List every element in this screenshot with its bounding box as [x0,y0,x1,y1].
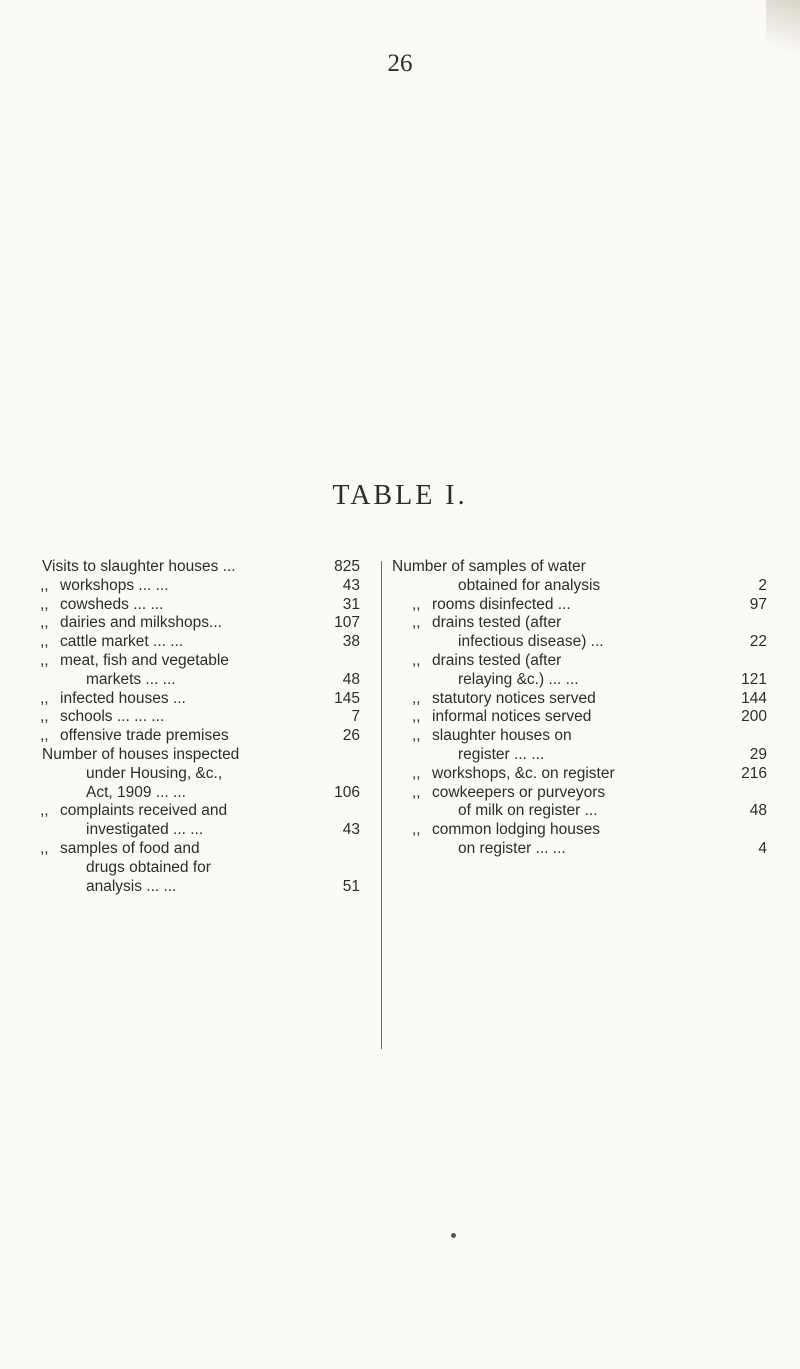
row-label [458,802,598,821]
left-table-row [42,840,370,859]
row-label [86,784,186,803]
ditto-mark: ,, [40,633,49,651]
row-label-text: on register ... ... [458,839,566,857]
row-value: 29 [749,745,767,763]
ditto-mark: ,, [412,708,421,726]
row-label-text: complaints received and [60,802,228,820]
row-label-text: obtained for analysis [458,576,601,594]
row-label-text: schools ... ... ... [60,708,165,726]
left-table-row [42,746,370,765]
row-label-text: under Housing, &c., [86,764,223,782]
left-table-row [42,596,370,615]
right-table-row [392,708,767,727]
row-label [86,671,176,690]
ditto-mark: ,, [40,576,49,594]
row-label-text: cowkeepers or purveyors [432,783,606,801]
row-label [86,859,211,878]
right-table-row [392,746,767,765]
ink-dot [451,1233,456,1238]
row-value: 48 [342,670,360,688]
row-value: 107 [334,614,360,632]
table-title: TABLE I. [332,480,468,511]
right-table-row [392,633,767,652]
row-label-text: analysis ... ... [86,877,177,895]
row-label [40,690,186,709]
row-label [40,596,163,615]
row-label [412,708,591,727]
page-number: 26 [387,50,413,77]
row-label [412,690,596,709]
row-label-text: samples of food and [60,839,200,857]
row-value: 43 [342,576,360,594]
row-label-text: rooms disinfected ... [432,595,571,613]
row-label-text: Visits to slaughter houses ... [42,558,236,575]
ditto-mark: ,, [412,689,421,707]
row-label [40,802,227,821]
row-value: 31 [342,595,360,613]
row-label-text: meat, fish and vegetable [60,651,229,669]
row-label [40,652,229,671]
row-label-text: common lodging houses [432,821,601,839]
row-label-text: investigated ... ... [86,821,204,839]
row-label-text: Act, 1909 ... ... [86,783,186,801]
row-label-text: workshops, &c. on register [432,764,615,782]
ditto-mark: ,, [412,651,421,669]
ditto-mark: ,, [40,839,49,857]
row-label-text: workshops ... ... [60,576,169,594]
row-value: 145 [334,689,360,707]
left-table-row [42,859,370,878]
right-table-row [392,671,767,690]
left-table-row [42,558,370,577]
ditto-mark: ,, [40,727,49,745]
row-value: 200 [741,708,767,726]
row-value: 825 [334,558,360,575]
row-label [458,746,544,765]
right-table-row [392,765,767,784]
left-table-row [42,614,370,633]
row-label [40,727,229,746]
row-label [86,878,176,897]
ditto-mark: ,, [40,595,49,613]
left-table-row [42,671,370,690]
row-label [392,558,586,577]
ditto-mark: ,, [412,595,421,613]
right-table-row [392,596,767,615]
row-value: 2 [758,576,767,594]
row-value: 121 [741,670,767,688]
row-label [40,708,164,727]
ditto-mark: ,, [40,802,49,820]
column-divider [381,561,382,1049]
row-label [458,577,600,596]
row-value: 106 [334,783,360,801]
ditto-mark: ,, [40,689,49,707]
row-label [86,765,222,784]
left-table-row [42,878,370,897]
row-label [458,671,579,690]
left-table-row [42,652,370,671]
row-label-text: cattle market ... ... [60,633,184,651]
left-column [42,558,370,896]
row-value: 51 [342,877,360,895]
right-table-row [392,784,767,803]
row-label-text: slaughter houses on [432,727,572,745]
left-table-row [42,821,370,840]
left-table-row [42,633,370,652]
row-label-text: relaying &c.) ... ... [458,670,579,688]
row-label-text: infectious disease) ... [458,633,604,651]
row-value: 38 [342,633,360,651]
left-table-row [42,765,370,784]
right-column [392,558,767,859]
left-table-row [42,690,370,709]
right-table-row [392,821,767,840]
row-label [412,765,615,784]
row-label-text: dairies and milkshops... [60,614,222,632]
row-label-text: cowsheds ... ... [60,595,164,613]
row-label-text: infected houses ... [60,689,186,707]
row-label [412,596,571,615]
row-value: 48 [749,802,767,820]
row-label-text: Number of samples of water [392,558,586,575]
left-table-row [42,784,370,803]
row-label-text: markets ... ... [86,670,176,688]
ditto-mark: ,, [412,614,421,632]
row-label-text: drugs obtained for [86,858,211,876]
row-value: 4 [758,839,767,857]
row-value: 43 [342,821,360,839]
right-table-row [392,690,767,709]
row-value: 22 [749,633,767,651]
row-label [412,614,561,633]
row-label [42,558,236,577]
row-label [40,614,222,633]
row-label [458,840,566,859]
row-label [42,746,239,765]
row-label [86,821,203,840]
row-label-text: offensive trade premises [60,727,229,745]
right-table-row [392,727,767,746]
ditto-mark: ,, [412,727,421,745]
row-label-text: of milk on register ... [458,802,598,820]
row-label [412,821,600,840]
row-value: 97 [749,595,767,613]
left-table-row [42,802,370,821]
row-label-text: register ... ... [458,745,545,763]
right-table-row [392,614,767,633]
row-label-text: drains tested (after [432,651,562,669]
row-label [40,840,200,859]
row-label [412,784,605,803]
left-table-row [42,727,370,746]
row-label [40,577,169,596]
row-label-text: informal notices served [432,708,592,726]
row-value: 216 [741,764,767,782]
ditto-mark: ,, [40,708,49,726]
row-label-text: Number of houses inspected [42,745,240,763]
row-value: 144 [741,689,767,707]
right-table-row [392,577,767,596]
ditto-mark: ,, [40,614,49,632]
row-label-text: drains tested (after [432,614,562,632]
ditto-mark: ,, [412,764,421,782]
left-table-row [42,577,370,596]
row-value: 7 [351,708,360,726]
row-value: 26 [342,727,360,745]
row-label [458,633,604,652]
right-table-row [392,840,767,859]
left-table-row [42,708,370,727]
right-table-row [392,558,767,577]
right-table-row [392,652,767,671]
row-label [412,727,572,746]
row-label [40,633,183,652]
row-label-text: statutory notices served [432,689,596,707]
ditto-mark: ,, [412,783,421,801]
ditto-mark: ,, [40,651,49,669]
right-table-row [392,802,767,821]
row-label [412,652,561,671]
ditto-mark: ,, [412,821,421,839]
